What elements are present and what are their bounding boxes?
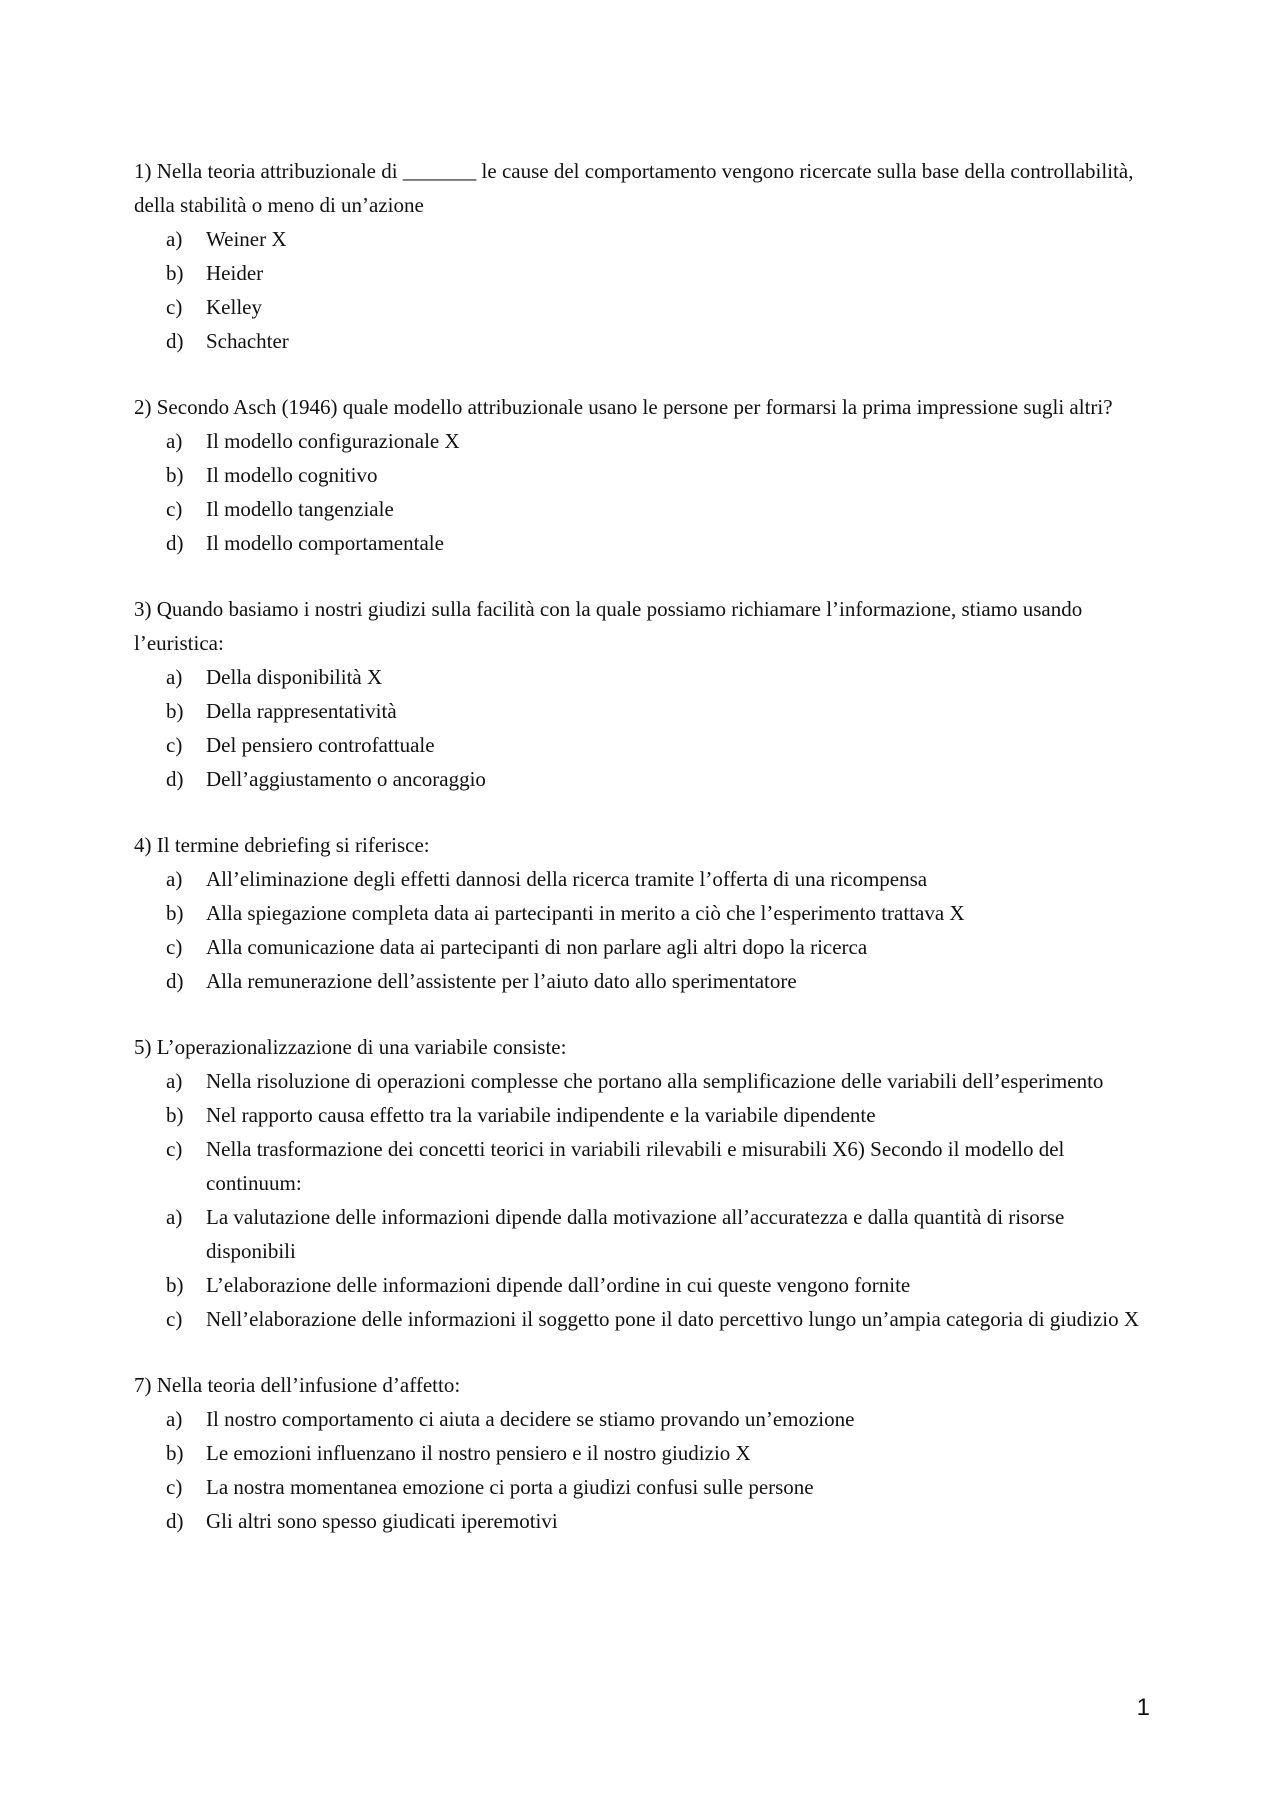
option-letter: c): [166, 1137, 183, 1161]
option-item: [134, 1064, 1154, 1098]
option-item: [134, 930, 1154, 964]
question-text: 3) Quando basiamo i nostri giudizi sulla facilità con la quale possiamo richiamare l’informazione, stiamo usando l’euristica:: [134, 597, 1083, 655]
option-text: Il modello tangenziale: [206, 497, 394, 521]
option-item: [134, 526, 1154, 560]
option-letter: c): [166, 935, 183, 959]
question-4: [134, 828, 1154, 998]
option-letter: b): [166, 1103, 184, 1127]
option-letter: b): [166, 463, 184, 487]
option-letter: b): [166, 1441, 184, 1465]
option-text: Nella risoluzione di operazioni complesse che portano alla semplificazione delle variabili dell’esperimento: [206, 1069, 1104, 1093]
option-letter: a): [166, 429, 183, 453]
option-list: [134, 222, 1154, 358]
option-text: Il modello configurazionale X: [206, 429, 460, 453]
option-text: Del pensiero controfattuale: [206, 733, 435, 757]
option-letter: a): [166, 1069, 183, 1093]
question-text: 2) Secondo Asch (1946) quale modello attribuzionale usano le persone per formarsi la prima impressione sugli altri?: [134, 395, 1113, 419]
option-letter: b): [166, 1273, 184, 1297]
option-item: [134, 324, 1154, 358]
question-1: [134, 154, 1154, 358]
option-item: [134, 1470, 1154, 1504]
option-item: [134, 1436, 1154, 1470]
option-letter: d): [166, 1509, 184, 1533]
question-3: [134, 592, 1154, 796]
option-item: [134, 290, 1154, 324]
option-text: Le emozioni influenzano il nostro pensiero e il nostro giudizio X: [206, 1441, 751, 1465]
option-item: [134, 1268, 1154, 1302]
option-letter: c): [166, 733, 183, 757]
option-letter: b): [166, 901, 184, 925]
option-list: [134, 660, 1154, 796]
option-letter: d): [166, 969, 184, 993]
question-5: [134, 1030, 1154, 1336]
option-text: Della disponibilità X: [206, 665, 383, 689]
option-text: Alla comunicazione data ai partecipanti di non parlare agli altri dopo la ricerca: [206, 935, 868, 959]
option-item: [134, 896, 1154, 930]
option-letter: d): [166, 531, 184, 555]
option-letter: d): [166, 767, 184, 791]
option-list: [134, 1402, 1154, 1538]
option-item: [134, 492, 1154, 526]
option-item: [134, 222, 1154, 256]
option-text: Gli altri sono spesso giudicati iperemotivi: [206, 1509, 558, 1533]
option-letter: b): [166, 699, 184, 723]
option-text: La nostra momentanea emozione ci porta a giudizi confusi sulle persone: [206, 1475, 814, 1499]
option-text: L’elaborazione delle informazioni dipende dall’ordine in cui queste vengono fornite: [206, 1273, 911, 1297]
page-number: 1: [1136, 1694, 1150, 1721]
option-item: [134, 1504, 1154, 1538]
option-item: [134, 964, 1154, 998]
option-letter: b): [166, 261, 184, 285]
question-text: 5) L’operazionalizzazione di una variabile consiste:: [134, 1035, 567, 1059]
option-letter: c): [166, 497, 183, 521]
option-text: Della rappresentatività: [206, 699, 397, 723]
option-text: Nell’elaborazione delle informazioni il soggetto pone il dato percettivo lungo un’ampia categoria di giudizio X: [206, 1307, 1140, 1331]
option-letter: a): [166, 867, 183, 891]
option-item: [134, 762, 1154, 796]
option-letter: c): [166, 1475, 183, 1499]
option-text: Il modello cognitivo: [206, 463, 378, 487]
option-text: Nella trasformazione dei concetti teorici in variabili rilevabili e misurabili X6) Secondo il modello del continuum:: [206, 1137, 1065, 1195]
option-letter: d): [166, 329, 184, 353]
option-text: Heider: [206, 261, 264, 285]
option-text: Alla remunerazione dell’assistente per l’aiuto dato allo sperimentatore: [206, 969, 797, 993]
option-text: Alla spiegazione completa data ai partecipanti in merito a ciò che l’esperimento trattava X: [206, 901, 965, 925]
option-item: [134, 660, 1154, 694]
option-text: Weiner X: [206, 227, 287, 251]
option-list: [134, 1064, 1154, 1336]
option-item: [134, 1200, 1154, 1268]
questions-list: [134, 154, 1154, 1570]
option-letter: a): [166, 1407, 183, 1431]
question-text: 4) Il termine debriefing si riferisce:: [134, 833, 430, 857]
option-text: Schachter: [206, 329, 289, 353]
option-text: Nel rapporto causa effetto tra la variabile indipendente e la variabile dipendente: [206, 1103, 876, 1127]
question-text: 1) Nella teoria attribuzionale di _______ le cause del comportamento vengono ricercate sulla base della controllabilità, della stabilità o meno di un’azione: [134, 159, 1134, 217]
option-text: Il nostro comportamento ci aiuta a decidere se stiamo provando un’emozione: [206, 1407, 855, 1431]
question-7: [134, 1368, 1154, 1538]
option-item: [134, 1132, 1154, 1200]
option-list: [134, 424, 1154, 560]
option-text: Kelley: [206, 295, 262, 319]
option-letter: a): [166, 227, 183, 251]
option-item: [134, 1098, 1154, 1132]
option-letter: c): [166, 295, 183, 319]
option-text: Il modello comportamentale: [206, 531, 444, 555]
option-item: [134, 1302, 1154, 1336]
option-letter: a): [166, 1205, 183, 1229]
option-item: [134, 728, 1154, 762]
option-item: [134, 1402, 1154, 1436]
option-text: La valutazione delle informazioni dipende dalla motivazione all’accuratezza e dalla quantità di risorse disponibili: [206, 1205, 1065, 1263]
question-text: 7) Nella teoria dell’infusione d’affetto:: [134, 1373, 461, 1397]
option-text: Dell’aggiustamento o ancoraggio: [206, 767, 486, 791]
option-item: [134, 458, 1154, 492]
option-item: [134, 424, 1154, 458]
question-2: [134, 390, 1154, 560]
option-item: [134, 862, 1154, 896]
option-item: [134, 256, 1154, 290]
option-item: [134, 694, 1154, 728]
option-letter: a): [166, 665, 183, 689]
option-text: All’eliminazione degli effetti dannosi della ricerca tramite l’offerta di una ricompensa: [206, 867, 928, 891]
option-list: [134, 862, 1154, 998]
option-letter: c): [166, 1307, 183, 1331]
